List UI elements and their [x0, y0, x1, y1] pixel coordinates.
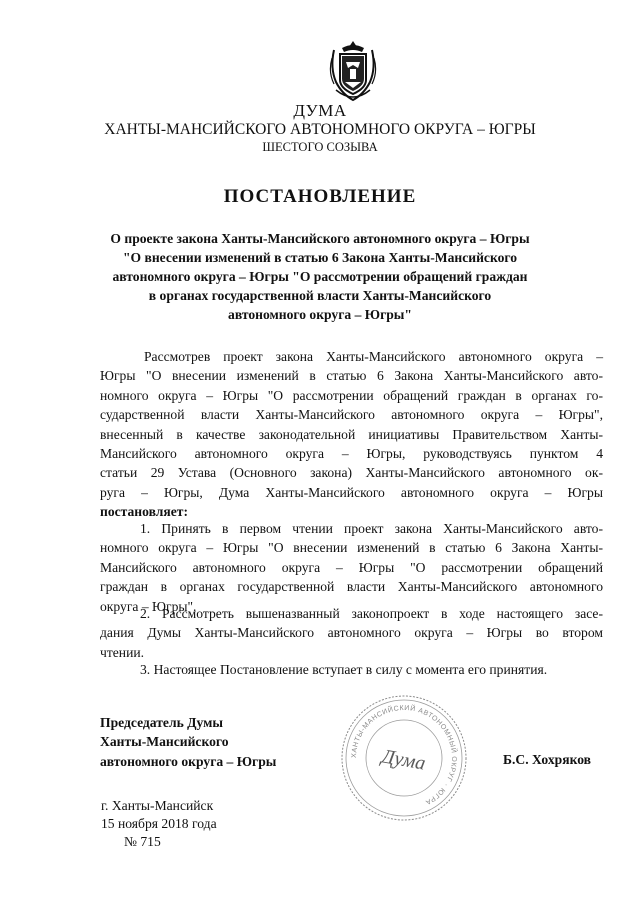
item-2-line: дания Думы Ханты-Мансийского автономного округа – Югры во втором — [100, 625, 603, 641]
item-1-line: округа – Югры". — [100, 598, 197, 614]
preamble-line: номного округа – Югры "О рассмотрении обращений граждан в органах го- — [100, 387, 603, 403]
document-footer — [101, 797, 217, 851]
subject-line: в органах государственной власти Ханты-Мансийского — [148, 288, 492, 303]
date: 15 ноября 2018 года — [101, 816, 217, 831]
document-subject — [0, 229, 640, 324]
convocation-heading: ШЕСТОГО СОЗЫВА — [262, 140, 378, 154]
preamble-line: руга – Югры, Дума Ханты-Мансийского автономного округа – Югры — [100, 484, 603, 500]
position-line: Председатель Думы — [100, 715, 224, 730]
item-3-line: 3. Настоящее Постановление вступает в силу с момента его принятия. — [140, 662, 548, 677]
subject-line: О проекте закона Ханты-Мансийского автономного округа – Югры — [110, 231, 530, 246]
stamp-ring-text: ХАНТЫ-МАНСИЙСКИЙ АВТОНОМНЫЙ ОКРУГ · ЮГРА — [350, 704, 458, 806]
item-2-line: 2. Рассмотреть вышеназванный законопроект в ходе настоящего засе- — [140, 606, 603, 621]
place: г. Ханты-Мансийск — [101, 798, 214, 813]
subject-line: автономного округа – Югры" — [228, 307, 412, 322]
item-1-line: граждан в органах государственной власти Ханты-Мансийского автономного — [100, 579, 603, 595]
preamble-line: сударственной власти Ханты-Мансийского автономного округа – Югры", — [100, 407, 603, 423]
stamp-center-text: Дума — [380, 745, 428, 775]
item-2-paragraph — [100, 604, 603, 662]
item-1-line: 1. Принять в первом чтении проект закона Ханты-Мансийского авто- — [140, 521, 603, 536]
preamble-line: внесенный в качестве законодательной инициативы Правительством Ханты- — [100, 426, 603, 442]
coat-of-arms-emblem — [328, 38, 378, 104]
duma-heading: ДУМА — [293, 101, 347, 120]
signatory-position — [100, 713, 276, 771]
item-1-paragraph — [100, 519, 603, 616]
subject-line: автономного округа – Югры "О рассмотрении обращений граждан — [112, 269, 528, 284]
subject-line: "О внесении изменений в статью 6 Закона Ханты-Мансийского — [122, 250, 518, 265]
preamble-line: Мансийского автономного округа – Югры, руководствуясь пунктом 4 — [100, 445, 603, 461]
signatory-name: Б.С. Хохряков — [503, 752, 592, 767]
okrug-heading: ХАНТЫ-МАНСИЙСКОГО АВТОНОМНОГО ОКРУГА – ЮГРЫ — [104, 121, 536, 138]
item-3-paragraph — [100, 660, 603, 679]
preamble-resolves: постановляет: — [100, 504, 188, 520]
position-line: автономного округа – Югры — [100, 753, 277, 769]
position-line: Ханты-Мансийского — [100, 734, 229, 750]
preamble-line: статьи 29 Устава (Основного закона) Ханты-Мансийского автономного ок- — [100, 465, 603, 481]
document-number: № 715 — [124, 834, 161, 849]
preamble-line: Югры "О внесении изменений в статью 6 Закона Ханты-Мансийского авто- — [100, 368, 603, 384]
document-title: ПОСТАНОВЛЕНИЕ — [223, 186, 417, 207]
preamble-line: Рассмотрев проект закона Ханты-Мансийского автономного округа – — [144, 349, 603, 364]
item-1-line: Мансийского автономного округа – Югры "О рассмотрении обращений — [100, 559, 603, 575]
official-stamp — [338, 692, 470, 824]
preamble-paragraph — [100, 347, 603, 522]
item-1-line: номного округа – Югры "О внесении изменений в статью 6 Закона Ханты- — [100, 540, 603, 556]
item-2-line: чтении. — [100, 644, 145, 660]
